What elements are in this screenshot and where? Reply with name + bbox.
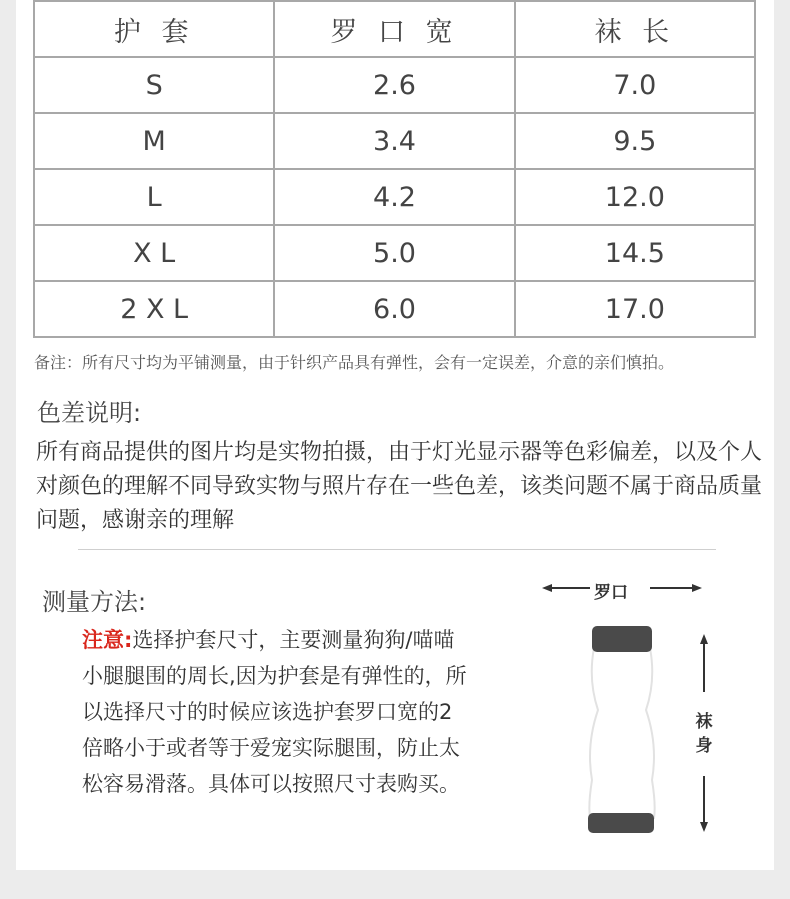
sock-length-label-1: 袜 [695, 712, 713, 732]
size-table [33, 0, 756, 338]
header-cell: 护 套 [34, 1, 274, 57]
sock-length-label-2: 身 [695, 736, 713, 756]
size-table-header [34, 1, 755, 57]
cuff-width-label: 罗口 [590, 578, 632, 603]
side-arrow-top-head [700, 634, 708, 644]
table-row [34, 169, 755, 225]
table-cell: 2.6 [274, 57, 514, 113]
measure-text: 选择护套尺寸，主要测量狗狗/喵喵小腿腿围的周长,因为护套是有弹性的，所以选择尺寸的时候应该选护套罗口宽的2倍略小于或者等于爱宠实际腿围，防止太松容易滑落。具体可以按照尺寸表购买。 [82, 628, 467, 796]
measurement-note: 备注：所有尺寸均为平铺测量，由于针织产品具有弹性，会有一定误差，介意的亲们慎拍。 [34, 353, 675, 372]
table-cell: 14.5 [515, 225, 755, 281]
table-cell: 2 X L [34, 281, 274, 337]
table-cell: 3.4 [274, 113, 514, 169]
table-cell: 17.0 [515, 281, 755, 337]
top-arrow-right-head [692, 584, 702, 592]
table-cell: L [34, 169, 274, 225]
sock-length-label [694, 710, 714, 758]
color-diff-title: 色差说明: [37, 399, 142, 427]
table-cell: 6.0 [274, 281, 514, 337]
side-arrow-bottom-head [700, 822, 708, 832]
warning-label: 注意: [82, 628, 133, 652]
section-divider [78, 549, 716, 550]
measure-body [82, 622, 472, 802]
table-row [34, 281, 755, 337]
table-row [34, 57, 755, 113]
sleeve-body [589, 648, 654, 818]
table-cell: X L [34, 225, 274, 281]
table-cell: 7.0 [515, 57, 755, 113]
top-arrow-left-head [542, 584, 552, 592]
sleeve-bottom-cuff [588, 813, 654, 833]
sleeve-top-cuff [592, 626, 652, 652]
table-cell: 9.5 [515, 113, 755, 169]
header-cell: 袜 长 [515, 1, 755, 57]
color-diff-body: 所有商品提供的图片均是实物拍摄，由于灯光显示器等色彩偏差，以及个人对颜色的理解不同导致实物与照片存在一些色差，该类问题不属于商品质量问题，感谢亲的理解 [36, 440, 763, 533]
table-cell: 4.2 [274, 169, 514, 225]
table-cell: S [34, 57, 274, 113]
header-cell: 罗 口 宽 [274, 1, 514, 57]
table-row [34, 225, 755, 281]
sleeve-diagram [530, 570, 730, 840]
table-cell: M [34, 113, 274, 169]
table-cell: 12.0 [515, 169, 755, 225]
table-row [34, 113, 755, 169]
measure-title: 测量方法: [42, 588, 147, 616]
table-cell: 5.0 [274, 225, 514, 281]
